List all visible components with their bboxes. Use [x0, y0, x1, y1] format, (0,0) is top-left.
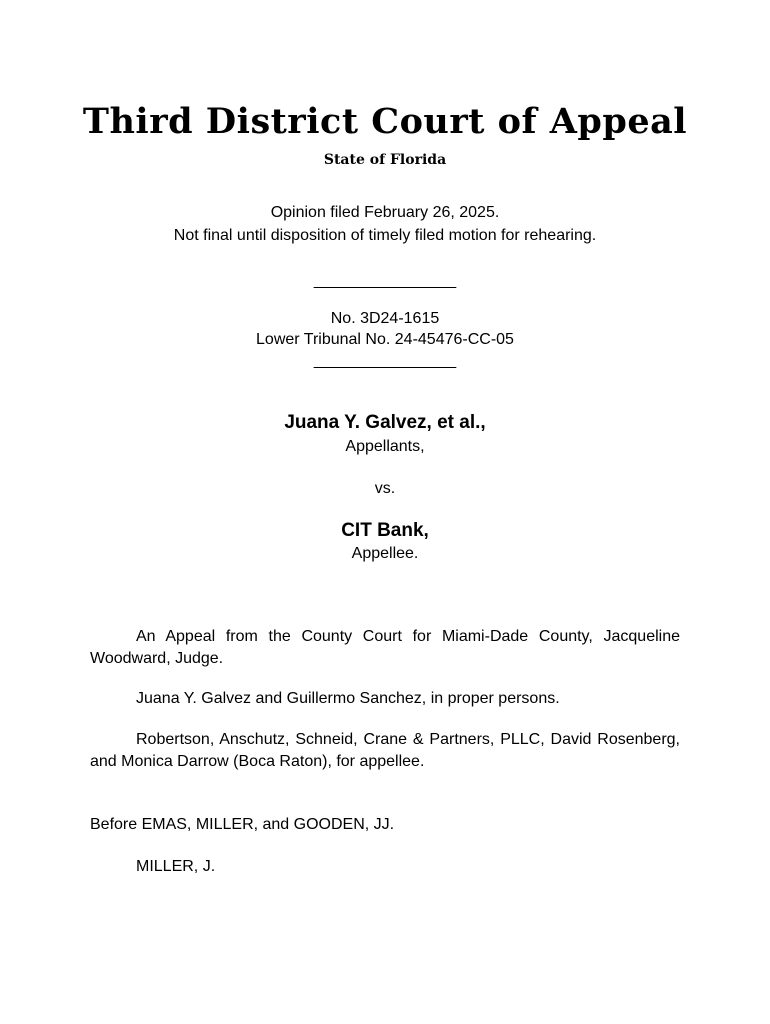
court-title: Third District Court of Appeal [82, 101, 688, 142]
rehearing-notice: Not final until disposition of timely filed motion for rehearing. [173, 227, 597, 244]
appellant-name: Juana Y. Galvez, et al., [284, 412, 486, 433]
lower-tribunal-number: Lower Tribunal No. 24-45476-CC-05 [256, 331, 514, 348]
versus: vs. [374, 480, 396, 497]
court-state: State of Florida [323, 152, 447, 168]
appellee-counsel-paragraph: Robertson, Anschutz, Schneid, Crane & Partners, PLLC, David Rosenberg, and Monica Darrow (Boca Raton), for appellee. [90, 731, 680, 770]
author-line: MILLER, J. [136, 858, 216, 875]
appellant-role: Appellants, [345, 438, 425, 455]
divider-top: ________________ [313, 272, 457, 289]
case-number: No. 3D24-1615 [330, 310, 440, 327]
appellee-name: CIT Bank, [341, 520, 429, 541]
appellants-counsel-paragraph: Juana Y. Galvez and Guillermo Sanchez, in proper persons. [136, 690, 560, 707]
appellee-role: Appellee. [351, 545, 419, 562]
divider-bottom: ________________ [313, 352, 457, 369]
appeal-from-paragraph: An Appeal from the County Court for Miami-Dade County, Jacqueline Woodward, Judge. [90, 628, 680, 667]
opinion-filed-date: Opinion filed February 26, 2025. [270, 204, 500, 221]
panel-line: Before EMAS, MILLER, and GOODEN, JJ. [90, 816, 395, 833]
